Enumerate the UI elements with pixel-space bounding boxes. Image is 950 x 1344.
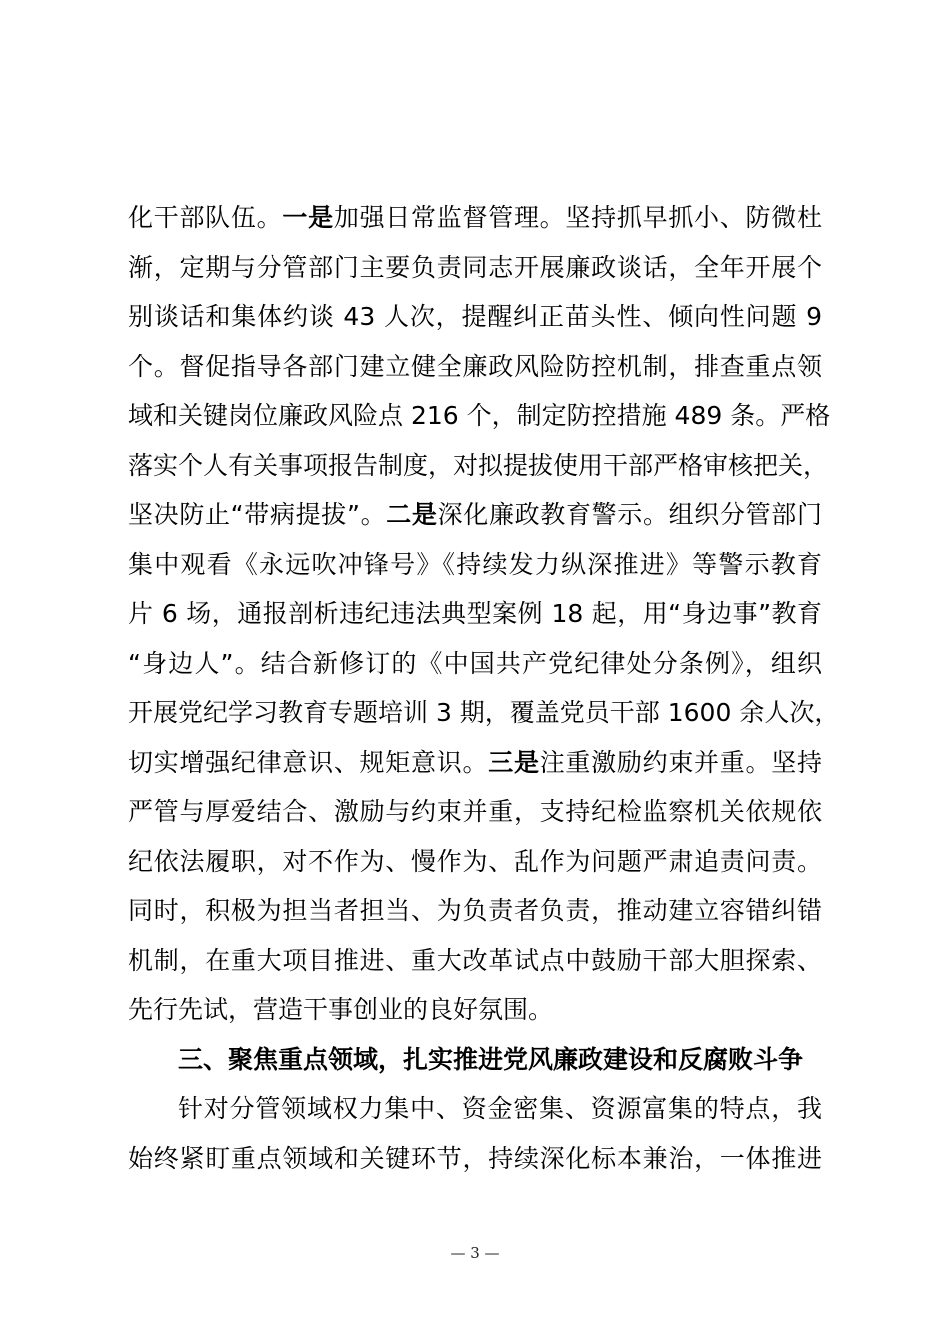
paragraph-line <box>128 490 822 540</box>
line-text: 落实个人有关事项报告制度，对拟提拔使用干部严格审核把关， <box>128 450 829 480</box>
bold-marker: 一是 <box>282 203 334 232</box>
paragraph-line <box>128 193 822 243</box>
line-text: 化干部队伍。 <box>128 203 283 232</box>
section-heading: 三、聚焦重点领域，扎实推进党风廉政建设和反腐败斗争 <box>178 1044 804 1074</box>
line-text: 个。督促指导各部门建立健全廉政风险防控机制，排查重点领 <box>128 351 822 381</box>
line-text: 注重激励约束并重。坚持 <box>539 747 822 777</box>
paragraph-line <box>128 391 831 441</box>
paragraph-line <box>128 292 822 342</box>
line-text: 坚决防止“带病提拔”。 <box>128 500 387 529</box>
paragraph-line <box>128 1134 822 1184</box>
line-text: 严管与厚爱结合、激励与约束并重，支持纪检监察机关依规依 <box>128 797 822 826</box>
paragraph-line <box>128 441 829 491</box>
line-text: 机制，在重大项目推进、重大改革试点中鼓励干部大胆探索、 <box>128 945 822 975</box>
line-text: 纪依法履职，对不作为、慢作为、乱作为问题严肃追责问责。 <box>128 846 822 876</box>
line-text: 开展党纪学习教育专题培训 3 期，覆盖党员干部 1600 余人次， <box>128 698 840 727</box>
line-text: 同时，积极为担当者担当、为负责者负责，推动建立容错纠错 <box>128 896 822 925</box>
paragraph-line <box>128 738 822 788</box>
line-text: 集中观看《永远吹冲锋号》《持续发力纵深推进》等警示教育 <box>128 549 822 579</box>
paragraph-line <box>128 1084 822 1134</box>
bold-marker: 二是 <box>386 500 438 529</box>
bold-marker: 三是 <box>488 747 540 777</box>
body-text <box>128 193 840 1183</box>
line-text: 渐，定期与分管部门主要负责同志开展廉政谈话，全年开展个 <box>128 252 822 282</box>
paragraph-line <box>128 540 822 590</box>
line-text: 别谈话和集体约谈 43 人次，提醒纠正苗头性、倾向性问题 9 <box>128 302 822 331</box>
paragraph-line <box>128 837 822 887</box>
paragraph-line <box>128 886 822 936</box>
paragraph-line <box>128 688 840 738</box>
paragraph-line <box>128 985 822 1035</box>
line-text: 深化廉政教育警示。组织分管部门 <box>437 500 822 529</box>
paragraph-line <box>128 639 822 689</box>
page-number: — 3 — <box>450 1244 500 1262</box>
line-text: 域和关键岗位廉政风险点 216 个，制定防控措施 489 条。严格 <box>128 401 831 430</box>
paragraph-line <box>128 243 822 293</box>
paragraph-line <box>128 936 822 986</box>
line-text: 先行先试，营造干事创业的良好氛围。 <box>128 995 554 1024</box>
paragraph-line <box>128 589 822 639</box>
line-text: “身边人”。结合新修订的《中国共产党纪律处分条例》，组织 <box>128 648 822 678</box>
line-text: 始终紧盯重点领域和关键环节，持续深化标本兼治，一体推进 <box>128 1143 822 1173</box>
paragraph-line <box>128 787 822 837</box>
line-text: 加强日常监督管理。坚持抓早抓小、防微杜 <box>333 203 822 232</box>
paragraph-line <box>128 342 822 392</box>
line-text: 针对分管领域权力集中、资金密集、资源富集的特点，我 <box>178 1094 822 1123</box>
line-text: 片 6 场，通报剖析违纪违法典型案例 18 起，用“身边事”教育 <box>128 599 822 628</box>
line-text: 切实增强纪律意识、规矩意识。 <box>128 747 489 777</box>
